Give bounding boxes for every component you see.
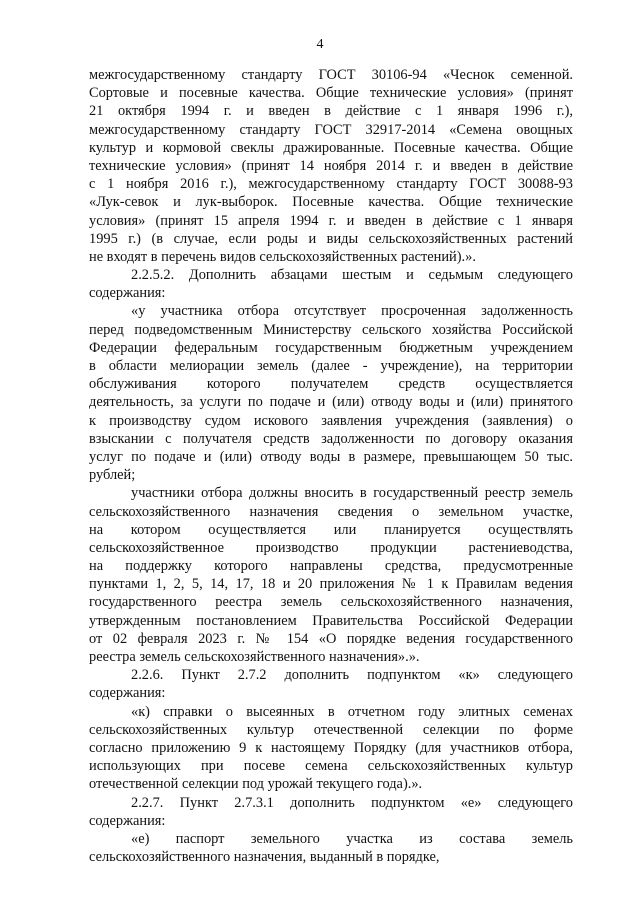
text-line: в области мелиорации земель (далее - учреждение), на территории [89, 358, 573, 374]
text-line: сельскохозяйственных культур отечественной селекции по форме [89, 721, 573, 738]
text-line: на поддержку которого направлены средства, предусмотренные [89, 558, 573, 575]
text-line: к производству судом искового заявления учреждения (заявления) о [89, 412, 573, 429]
text-line: межгосударственному стандарту ГОСТ 32917-2014 «Семена овощных [89, 121, 573, 138]
paragraph [89, 266, 573, 302]
text-line: «к) справки о высеянных в отчетном году элитных семенах [131, 703, 573, 720]
text-line: содержания: [89, 685, 166, 702]
text-line: обслуживания которого получателем средств осуществляется [89, 376, 573, 393]
text-line: отечественной селекции под урожай текущего года).». [89, 776, 423, 793]
text-line: 2.2.6. Пункт 2.7.2 дополнить подпунктом «к» следующего [131, 667, 573, 684]
text-line: услуг по подаче и (или) отводу воды в размере, превышающем 50 тыс. [89, 448, 573, 465]
paragraph [89, 302, 573, 484]
text-line: использующих при посеве семена сельскохозяйственных культур [89, 758, 573, 775]
text-line: 1995 г.) (в случае, если роды и виды сельскохозяйственных растений [89, 230, 573, 247]
paragraph [89, 666, 573, 702]
paragraph [89, 484, 573, 666]
text-line: с 1 ноября 2016 г.), межгосударственному стандарту ГОСТ 30088-93 [89, 176, 573, 193]
text-line: сельскохозяйственное производство продукции растениеводства, [89, 539, 573, 556]
text-line: Сортовые и посевные качества. Общие технические условия» (принят [89, 85, 573, 102]
text-line: не входят в перечень видов сельскохозяйственных растений).». [89, 248, 476, 265]
text-line: участники отбора должны вносить в государственный реестр земель [131, 485, 573, 502]
text-line: «е) паспорт земельного участка из состава земель [131, 830, 573, 847]
text-line: государственного реестра земель сельскохозяйственного назначения, [89, 594, 573, 611]
text-line: утвержденным постановлением Правительства Российской Федерации [89, 612, 573, 629]
paragraph [89, 703, 573, 794]
text-line: реестра земель сельскохозяйственного назначения».». [89, 649, 420, 665]
text-line: сельскохозяйственного назначения сведения о земельном участке, [89, 503, 573, 520]
paragraph [89, 66, 573, 266]
text-line: рублей; [89, 467, 136, 484]
text-line: согласно приложению 9 к настоящему Порядку (для участников отбора, [89, 739, 573, 756]
text-line: 2.2.7. Пункт 2.7.3.1 дополнить подпунктом «е» следующего [131, 794, 573, 811]
text-line: «у участника отбора отсутствует просроченная задолженность [131, 303, 573, 320]
text-line: содержания: [89, 812, 166, 829]
text-line: технические условия» (принят 14 ноября 2014 г. и введен в действие [89, 157, 573, 174]
text-line: Федерации федеральным государственным бюджетным учреждением [89, 339, 573, 356]
text-line: взыскании с получателя средств задолженности по договору оказания [89, 430, 573, 447]
text-line: сельскохозяйственного назначения, выданный в порядке, [89, 849, 440, 866]
text-line: на котором осуществляется или планируется осуществлять [89, 521, 573, 538]
text-line: пунктами 1, 2, 5, 14, 17, 18 и 20 приложения № 1 к Правилам ведения [89, 576, 573, 593]
text-line: 2.2.5.2. Дополнить абзацами шестым и седьмым следующего [131, 267, 573, 284]
text-line: от 02 февраля 2023 г. № 154 «О порядке ведения государственного [89, 630, 573, 647]
text-line: «Лук-севок и лук-выборок. Посевные качества. Общие технические [89, 194, 573, 211]
page-number: 4 [316, 37, 324, 52]
paragraph [89, 830, 573, 866]
text-line: деятельность, за услуги по подаче и (или) отводу воды и (или) принятого [89, 394, 573, 411]
document-body [89, 66, 573, 866]
paragraph [89, 794, 573, 830]
text-line: межгосударственному стандарту ГОСТ 30106-94 «Чеснок семенной. [89, 67, 573, 83]
text-line: 21 октября 1994 г. и введен в действие с 1 января 1996 г.), [89, 103, 573, 120]
text-line: перед подведомственным Министерству сельского хозяйства Российской [89, 321, 573, 338]
text-line: культур и кормовой свеклы дражированные. Посевные качества. Общие [89, 139, 573, 156]
text-line: содержания: [89, 285, 166, 302]
text-line: условия» (принят 15 апреля 1994 г. и введен в действие с 1 января [89, 212, 573, 229]
